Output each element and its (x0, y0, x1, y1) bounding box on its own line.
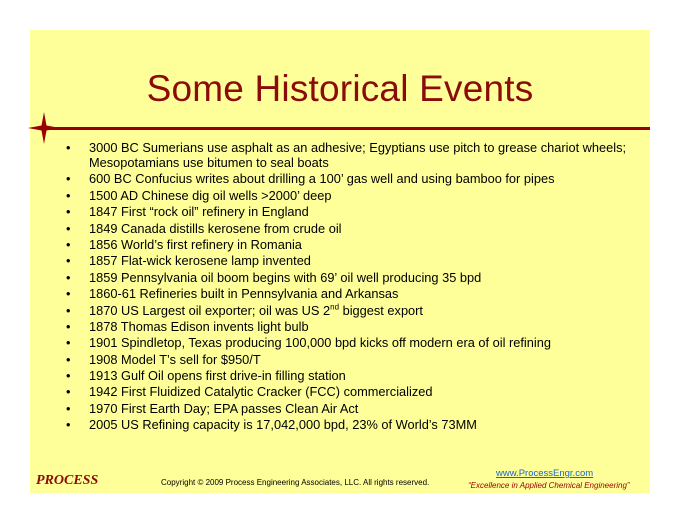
historical-events-list (62, 140, 642, 434)
four-point-star-icon (28, 112, 60, 144)
bullet-icon: • (66, 368, 71, 384)
list-item-text: 1857 Flat-wick kerosene lamp invented (89, 253, 311, 269)
list-item (62, 401, 642, 416)
bullet-icon: • (66, 302, 71, 318)
list-item (62, 417, 642, 432)
process-logo: PROCESS (36, 473, 99, 488)
list-item-text: 1849 Canada distills kerosene from crude oil (89, 220, 342, 236)
list-item-text: 1908 Model T’s sell for $950/T (89, 351, 261, 367)
ordinal-superscript: nd (330, 302, 340, 312)
list-item-text: 1847 First “rock oil” refinery in England (89, 204, 309, 220)
list-item-text: 1878 Thomas Edison invents light bulb (89, 318, 309, 334)
list-item-text: 600 BC Confucius writes about drilling a 100’ gas well and using bamboo for pipes (89, 171, 555, 187)
company-tagline: “Excellence in Applied Chemical Engineering” (468, 481, 630, 490)
bullet-icon: • (66, 140, 71, 155)
list-item (62, 368, 642, 383)
bullet-icon: • (66, 269, 71, 285)
list-item (62, 204, 642, 219)
copyright-notice: Copyright © 2009 Process Engineering Associates, LLC. All rights reserved. (161, 478, 430, 487)
list-item-text-part: 1870 US Largest oil exporter; oil was US 2 (89, 302, 331, 318)
list-item-text-part: biggest export (339, 302, 423, 318)
list-item (62, 270, 642, 285)
slide (30, 30, 650, 493)
bullet-icon: • (66, 204, 71, 220)
list-item-text: 1860-61 Refineries built in Pennsylvania and Arkansas (89, 286, 399, 302)
list-item-text: 1500 AD Chinese dig oil wells >2000’ deep (89, 187, 332, 203)
title-divider (44, 127, 650, 130)
list-item-text: 1913 Gulf Oil opens first drive-in filling station (89, 368, 346, 384)
list-item (62, 253, 642, 268)
bullet-icon: • (66, 253, 71, 269)
bullet-icon: • (66, 400, 71, 416)
bullet-icon: • (66, 220, 71, 236)
list-item-text: 2005 US Refining capacity is 17,042,000 bpd, 23% of World’s 73MM (89, 417, 477, 433)
bullet-icon: • (66, 384, 71, 400)
list-item (62, 319, 642, 334)
website-link[interactable]: www.ProcessEngr.com (496, 468, 594, 479)
list-item-text: 1970 First Earth Day; EPA passes Clean Air Act (89, 400, 359, 416)
list-item (62, 171, 642, 186)
list-item-text: 1901 Spindletop, Texas producing 100,000 bpd kicks off modern era of oil refining (89, 335, 551, 351)
list-item (62, 335, 642, 350)
list-item-text: 1859 Pennsylvania oil boom begins with 69’ oil well producing 35 bpd (89, 269, 482, 285)
list-item-text (89, 303, 423, 318)
bullet-icon: • (66, 236, 71, 252)
list-item-text: 1942 First Fluidized Catalytic Cracker (FCC) commercialized (89, 384, 433, 400)
list-item (62, 352, 642, 367)
bullet-icon: • (66, 187, 71, 203)
bullet-icon: • (66, 351, 71, 367)
list-item (62, 237, 642, 252)
list-item-text: 3000 BC Sumerians use asphalt as an adhesive; Egyptians use pitch to grease chariot wheels; Mesopotamians use bitumen to seal boats (89, 140, 627, 170)
bullet-icon: • (66, 318, 71, 334)
bullet-icon: • (66, 335, 71, 351)
bullet-icon: • (66, 286, 71, 302)
bullet-icon: • (66, 171, 71, 187)
list-item (62, 188, 642, 203)
bullet-icon: • (66, 417, 71, 433)
list-item (62, 286, 642, 301)
list-item (62, 303, 642, 318)
slide-title: Some Historical Events (146, 68, 534, 109)
list-item (62, 384, 642, 399)
list-item (62, 140, 642, 170)
list-item (62, 221, 642, 236)
list-item-text: 1856 World’s first refinery in Romania (89, 236, 302, 252)
